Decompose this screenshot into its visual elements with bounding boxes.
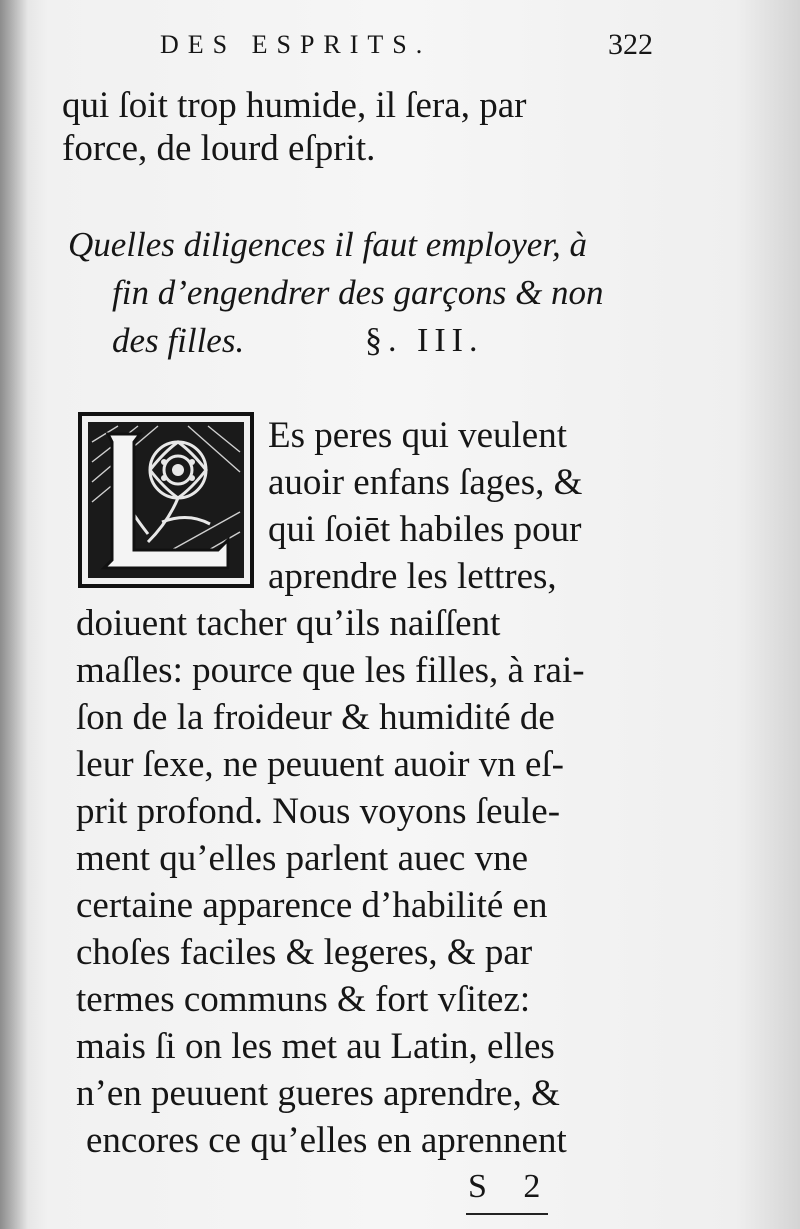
text-line: qui ſoit trop humide, il ſera, par [62,85,527,126]
text-line: aprendre les lettres, [268,556,557,597]
section-heading-line: fin d’engendrer des garçons & non [112,273,604,312]
text-line: encores ce qu’elles en aprennent [86,1120,567,1161]
text-line: ſon de la froideur & humidité de [76,697,555,738]
section-mark: §. III. [365,322,484,359]
section-heading-line: des filles. [112,321,245,360]
text-line: termes communs & fort vſitez: [76,979,531,1020]
text-line: doiuent tacher qu’ils naiſſent [76,603,501,644]
running-head: DES ESPRITS. [160,30,432,59]
flower-ornament-icon [78,412,254,588]
signature-mark: S 2 [468,1168,555,1205]
text-line: ment qu’elles parlent auec vne [76,838,529,879]
text-line: Es peres qui veulent [268,415,567,456]
text-line: certaine apparence d’habilité en [76,885,548,926]
page-number: 322 [608,28,653,61]
text-line: maſles: pource que les filles, à rai- [76,650,585,691]
text-line: prit profond. Nous voyons ſeule- [76,791,561,832]
section-heading-line: Quelles diligences il faut employer, à [68,225,588,264]
spine-shadow [0,0,28,1229]
drop-cap-l [78,412,254,588]
text-line: mais ſi on les met au Latin, elles [76,1026,555,1067]
text-line: n’en peuuent gueres aprendre, & [76,1073,560,1114]
text-line: leur ſexe, ne peuuent auoir vn eſ- [76,744,564,785]
signature-rule [466,1213,548,1215]
text-line: force, de lourd eſprit. [62,128,376,169]
text-line: auoir enfans ſages, & [268,462,583,503]
text-line: choſes faciles & legeres, & par [76,932,533,973]
text-line: qui ſoiēt habiles pour [268,509,582,550]
